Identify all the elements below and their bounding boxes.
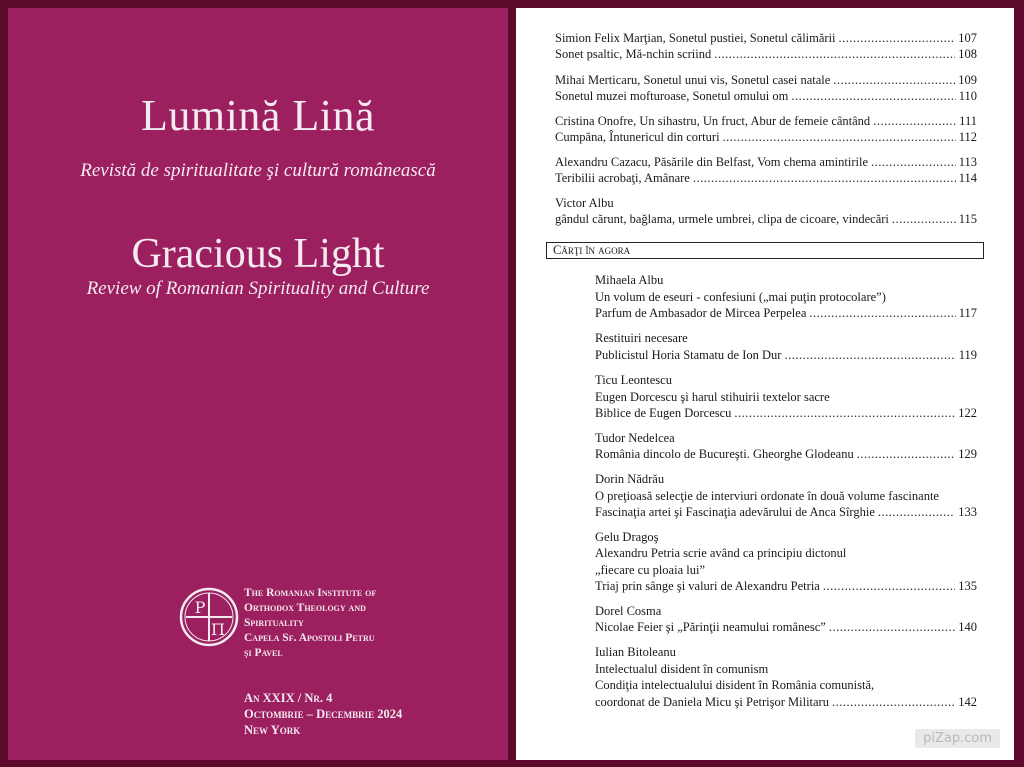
- toc-entry: [555, 211, 977, 227]
- toc-entry: [595, 389, 977, 405]
- toc-leader-dots: [791, 89, 955, 104]
- toc-entry: [555, 88, 977, 104]
- toc-entry: [595, 430, 977, 446]
- toc-entry: [555, 30, 977, 46]
- toc-entry: [595, 545, 977, 561]
- toc-entry: [555, 113, 977, 129]
- toc-leader-dots: [878, 505, 955, 520]
- toc-entry-text: Un volum de eseuri - confesiuni („mai puţin protocolare”): [595, 290, 886, 304]
- toc-entry-text: Alexandru Petria scrie având ca principiu dictonul: [595, 546, 847, 560]
- toc-entry-text: Eugen Dorcescu şi harul stihuirii textelor sacre: [595, 390, 830, 404]
- issue-info: [244, 690, 402, 738]
- toc-leader-dots: [784, 348, 955, 363]
- issue-date: Octombrie – Decembrie 2024: [244, 707, 403, 721]
- watermark-label: piZap.com: [915, 729, 1000, 748]
- toc-leader-dots: [839, 31, 956, 46]
- toc-entry: [595, 694, 977, 710]
- toc-page-number: 129: [958, 447, 977, 461]
- toc-entry: [595, 603, 977, 619]
- toc-entry: [595, 372, 977, 388]
- toc-entry: [555, 129, 977, 145]
- toc-entry-text: România dincolo de Bucureşti. Gheorghe Glodeanu: [595, 447, 854, 461]
- toc-entry-text: gândul cărunt, bağlama, urmele umbrei, clipa de cicoare, vindecări: [555, 212, 889, 226]
- toc-entry: [595, 661, 977, 677]
- toc-entry-text: Simion Felix Marţian, Sonetul pustiei, Sonetul călimării: [555, 31, 836, 45]
- toc-leader-dots: [829, 620, 955, 635]
- toc-leader-dots: [832, 695, 955, 710]
- toc-entry: [555, 195, 977, 211]
- toc-entry-text: Triaj prin sânge şi valuri de Alexandru Petria: [595, 579, 820, 593]
- toc-entry-text: Publicistul Horia Stamatu de Ion Dur: [595, 348, 782, 362]
- toc-entry-text: Sonetul muzei mofturoase, Sonetul omului om: [555, 89, 789, 103]
- toc-page-number: 119: [958, 348, 977, 362]
- toc-page-number: 117: [958, 306, 977, 320]
- toc-entry: [555, 170, 977, 186]
- toc-entry: [555, 72, 977, 88]
- toc-leader-dots: [809, 306, 955, 321]
- magazine-cover: [8, 8, 508, 760]
- toc-entry-text: Victor Albu: [555, 196, 614, 210]
- toc-leader-dots: [714, 47, 955, 62]
- toc-page-number: 114: [958, 171, 977, 185]
- table-of-contents-page: [516, 8, 1014, 760]
- toc-entry-text: Cumpăna, Întunericul din corturi: [555, 130, 720, 144]
- toc-entry: [595, 405, 977, 421]
- toc-entry: [555, 46, 977, 62]
- toc-leader-dots: [723, 130, 956, 145]
- toc-entry: [555, 154, 977, 170]
- toc-entry: [595, 289, 977, 305]
- toc-entry: [595, 446, 977, 462]
- toc-page-number: 122: [958, 406, 977, 420]
- logo-letter-pi: Π: [211, 620, 225, 639]
- toc-entry-text: Mihaela Albu: [595, 273, 664, 287]
- toc-entry: [595, 330, 977, 346]
- toc-entry-text: Alexandru Cazacu, Păsările din Belfast, Vom chema amintirile: [555, 155, 868, 169]
- issue-place: New York: [244, 723, 301, 737]
- toc-page-number: 111: [959, 114, 977, 128]
- toc-entry: [595, 347, 977, 363]
- section-heading: Cărţi în agora: [546, 242, 984, 259]
- toc-leader-dots: [857, 447, 956, 462]
- toc-entry-text: Dorel Cosma: [595, 604, 662, 618]
- toc-entry: [595, 504, 977, 520]
- toc-entry: [595, 529, 977, 545]
- toc-entry-text: Cristina Onofre, Un sihastru, Un fruct, Abur de femeie cântând: [555, 114, 871, 128]
- toc-entry-text: Restituiri necesare: [595, 331, 688, 345]
- toc-page-number: 107: [958, 31, 977, 45]
- toc-entry: [595, 488, 977, 504]
- institute-line: Capela Sf. Apostoli Petru: [244, 632, 375, 644]
- toc-entry: [595, 305, 977, 321]
- toc-entry-text: coordonat de Daniela Micu şi Petrişor Militaru: [595, 695, 829, 709]
- toc-page-number: 133: [958, 505, 977, 519]
- toc-entry-text: Ticu Leontescu: [595, 373, 672, 387]
- logo-letter-p: P: [194, 598, 206, 617]
- toc-leader-dots: [873, 114, 956, 129]
- toc-page-number: 115: [958, 212, 977, 226]
- toc-entry: [595, 562, 977, 578]
- cover-subtitle-english: Review of Romanian Spirituality and Culture: [86, 278, 430, 299]
- toc-entry-text: Gelu Dragoş: [595, 530, 659, 544]
- toc-entry-text: Dorin Nădrău: [595, 472, 665, 486]
- toc-page-number: 142: [958, 695, 977, 709]
- toc-entry-text: O preţioasă selecţie de interviuri ordonate în două volume fascinante: [595, 489, 939, 503]
- toc-page-number: 140: [958, 620, 977, 634]
- toc-entry-text: Nicolae Feier şi „Părinţii neamului românesc”: [595, 620, 826, 634]
- toc-leader-dots: [693, 171, 956, 186]
- toc-page-number: 108: [958, 47, 977, 61]
- toc-entry: [595, 677, 977, 693]
- toc-entry-text: Tudor Nedelcea: [595, 431, 675, 445]
- toc-entry-text: Teribilii acrobaţi, Amânare: [555, 171, 690, 185]
- toc-leader-dots: [734, 406, 955, 421]
- toc-entry: [595, 471, 977, 487]
- institute-line: şi Pavel: [244, 647, 283, 659]
- toc-entry-text: „fiecare cu ploaia lui”: [595, 563, 705, 577]
- institute-line: Spirituality: [244, 617, 304, 629]
- cover-subtitle-romanian: Revistă de spiritualitate şi cultură românească: [80, 160, 436, 181]
- toc-entry-text: Condiţia intelectualului disident în România comunistă,: [595, 678, 875, 692]
- toc-entry-text: Mihai Merticaru, Sonetul unui vis, Sonetul casei natale: [555, 73, 831, 87]
- toc-page-number: 112: [958, 130, 977, 144]
- toc-leader-dots: [871, 155, 956, 170]
- issue-number: An XXIX / Nr. 4: [244, 691, 333, 705]
- toc-page-number: 135: [958, 579, 977, 593]
- toc-leader-dots: [892, 212, 956, 227]
- toc-entry: [595, 644, 977, 660]
- cover-title-english: Gracious Light: [131, 231, 385, 277]
- toc-entry-text: Fascinaţia artei şi Fascinaţia adevărului de Anca Sîrghie: [595, 505, 875, 519]
- toc-entry-text: Biblice de Eugen Dorcescu: [595, 406, 732, 420]
- toc-leader-dots: [833, 73, 955, 88]
- toc-page-number: 113: [958, 155, 977, 169]
- toc-entry: [595, 619, 977, 635]
- institute-line: The Romanian Institute of: [244, 587, 377, 599]
- toc-entry-text: Iulian Bitoleanu: [595, 645, 676, 659]
- institute-name: [244, 586, 376, 661]
- toc-page-number: 110: [958, 89, 977, 103]
- toc-entry: [595, 272, 977, 288]
- institute-logo-icon: [178, 586, 240, 648]
- toc-entry: [595, 578, 977, 594]
- toc-entry-text: Parfum de Ambasador de Mircea Perpelea: [595, 306, 807, 320]
- toc-entry-text: Intelectualul disident în comunism: [595, 662, 769, 676]
- toc-leader-dots: [823, 579, 955, 594]
- toc-entry-text: Sonet psaltic, Mă-nchin scriind: [555, 47, 712, 61]
- institute-line: Orthodox Theology and: [244, 602, 366, 614]
- toc-page-number: 109: [958, 73, 977, 87]
- cover-title-romanian: Lumină Lină: [141, 91, 375, 140]
